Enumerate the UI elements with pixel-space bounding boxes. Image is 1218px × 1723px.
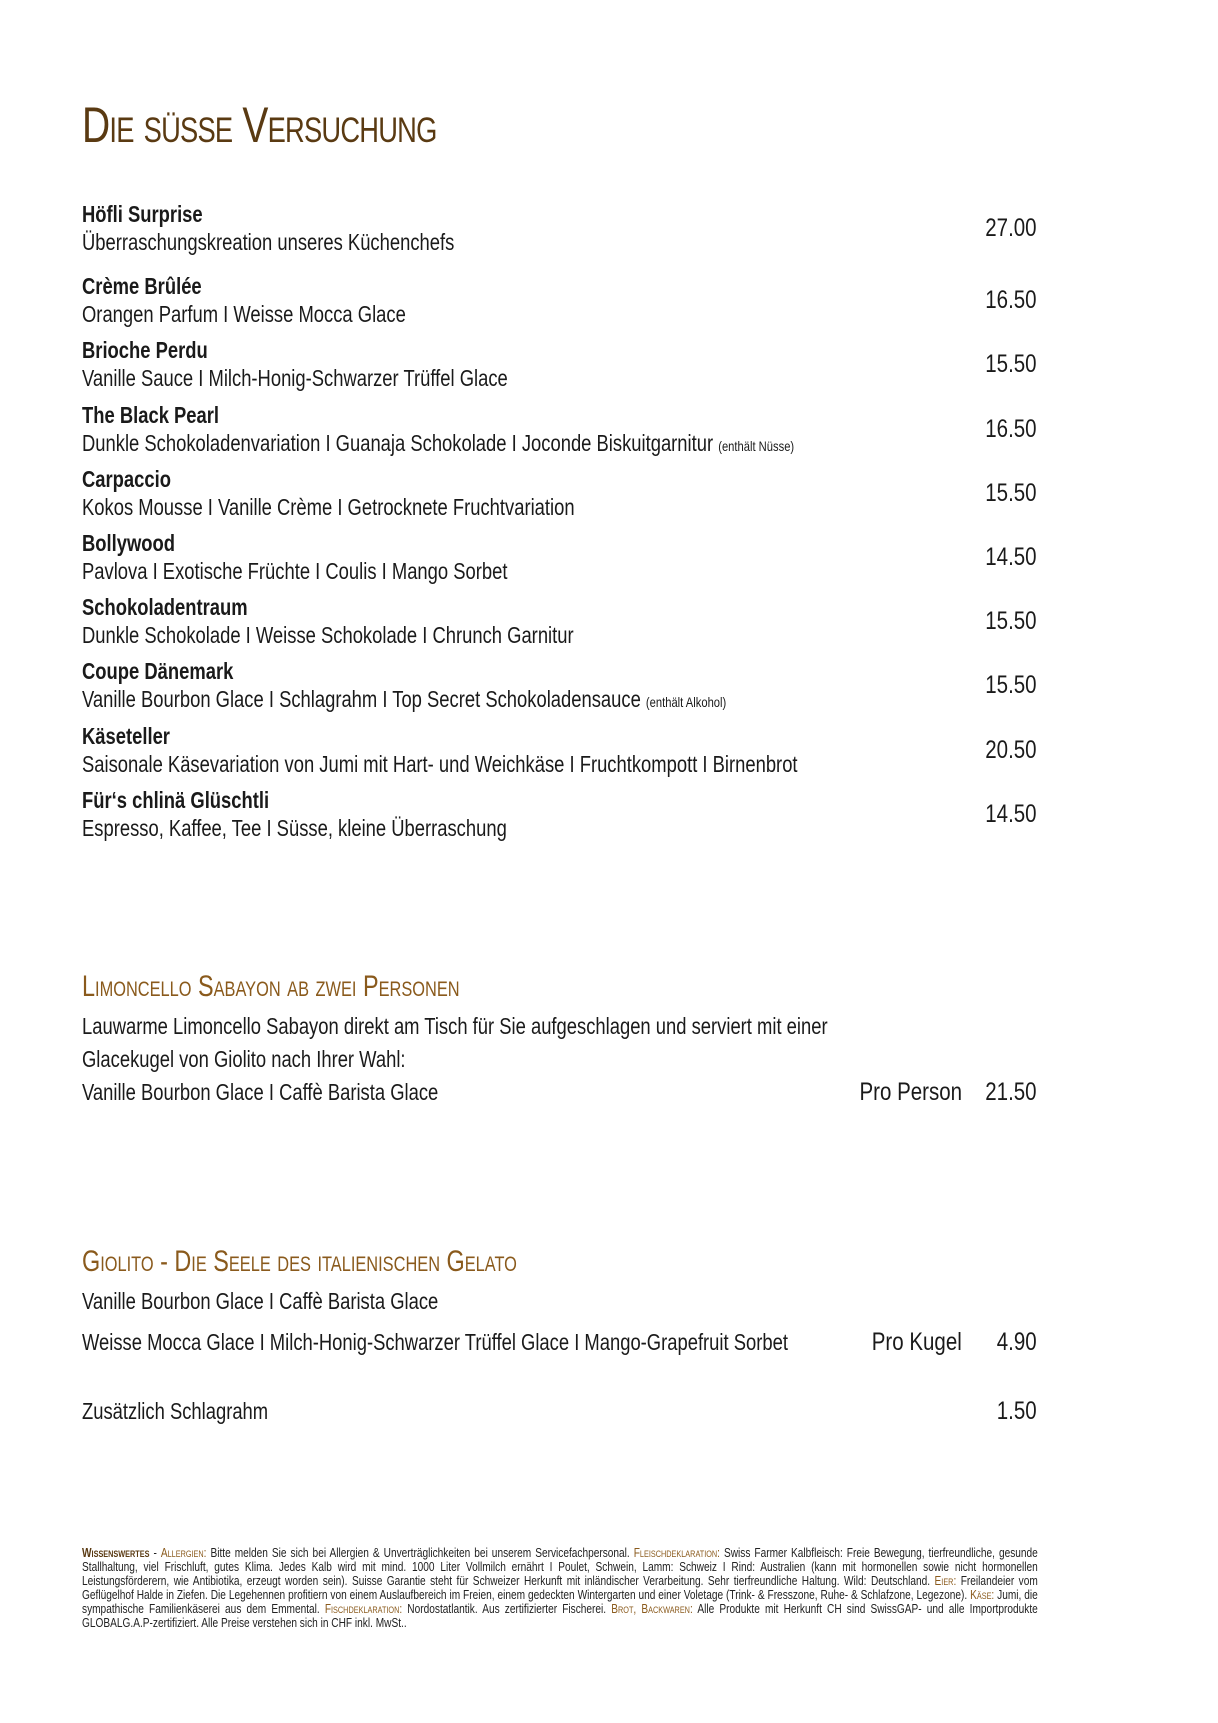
menu-item: [82, 657, 1037, 716]
menu-item-price: 20.50: [985, 735, 1037, 764]
menu-item-name: Carpaccio: [82, 465, 171, 492]
limoncello-unit: Pro Person: [859, 1078, 962, 1106]
menu-item-description-text: Orangen Parfum I Weisse Mocca Glace: [82, 301, 406, 328]
menu-item: [82, 465, 1037, 521]
menu-item-note: (enthält Nüsse): [718, 437, 795, 454]
extra-cream-label: Zusätzlich Schlagrahm: [82, 1398, 269, 1424]
menu-item-description: [82, 493, 846, 521]
footnote: Wissenswertes - Allergien: Bitte melden Sie sich bei Allergien & Unverträglichkeiten bei unserem Servicefachpersonal. Fleischdeklaration: Swiss Farmer Kalbfleisch: Freie Bewegung, tierfreundliche, gesunde Stallhaltung, viel Frischluft, gutes Klima. Jedes Kalb wird mit mind. 1000 Liter Vollmilch ernährt I Poulet, Schwein, Lamm: Schweiz I Rind: Australien (kann mit hormonellen sowie nicht hormonellen Leistungsförderern, wie Antibiotika, erzeugt worden sein). Suisse Garantie steht für Schweizer Herkunft mit inländischer Verarbeitung. Sehr tierfreundliche Haltung. Wild: Deutschland. Eier: Freilandeier vom Geflügelhof Halde in Ziefen. Die Legehennen profitiern von einem Auslaufbereich im Freien, einem gedeckten Wintergarten und einer Voletage (Trink- & Fresszone, Ruhe- & Schlafzone, Legezone). Käse: Jumi, die sympathische Familienkäserei aus dem Emmental. Fischdeklaration: Nordostatlantik. Aus zertifizierter Fischerei. Brot, Backwaren: Alle Produkte mit Herkunft CH sind SwissGAP- und alle Importprodukte GLOBALG.A.P-zertifiziert. Alle Preise verstehen sich in CHF inkl. MwSt..: [82, 1546, 1038, 1630]
menu-item-price: 15.50: [985, 607, 1037, 636]
menu-item-description: [82, 557, 846, 585]
menu-item: [82, 529, 1037, 585]
menu-item-description: [82, 364, 846, 392]
menu-item-name: Schokoladentraum: [82, 594, 248, 621]
giolito-flavours-2: Weisse Mocca Glace I Milch-Honig-Schwarzer Trüffel Glace I Mango-Grapefruit Sorbet: [82, 1329, 788, 1355]
menu-item-name: The Black Pearl: [82, 401, 220, 428]
footnote-fisch-label: Fischdeklaration:: [324, 1602, 403, 1616]
menu-item-description-text: Kokos Mousse I Vanille Crème I Getrocknete Fruchtvariation: [82, 493, 575, 520]
giolito-title: Giolito - Die Seele des italienischen Gelato: [82, 1245, 517, 1278]
menu-item: [82, 336, 1037, 392]
footnote-kaese-text: Jumi, die sympathische Familienkäserei aus dem Emmental.: [82, 1588, 1038, 1616]
menu-item: [82, 722, 1037, 778]
menu-item-price: 16.50: [985, 286, 1037, 315]
menu-item-price: 16.50: [985, 414, 1037, 443]
menu-item-price: 14.50: [985, 799, 1037, 828]
footnote-wissenswertes: Wissenswertes: [82, 1546, 150, 1560]
menu-item-name: Käseteller: [82, 722, 170, 749]
giolito-unit: Pro Kugel: [871, 1328, 962, 1356]
footnote-allergien-text: Bitte melden Sie sich bei Allergien & Unverträglichkeiten bei unserem Servicefachpersonal.: [210, 1546, 630, 1560]
footnote-brot-label: Brot, Backwaren:: [611, 1602, 693, 1616]
limoncello-description-2: Glacekugel von Giolito nach Ihrer Wahl:: [82, 1046, 406, 1072]
menu-item-description: [82, 685, 846, 716]
footnote-eier-text: Freilandeier vom Geflügelhof Halde in Ziefen. Die Legehennen profitiern von einem Auslaufbereich im Freien, einem gedeckten Wintergarten und einer Voletage (Trink- & Fresszone, Ruhe- & Schlafzone, Legezone).: [82, 1574, 1038, 1602]
menu-item-price: 14.50: [985, 543, 1037, 571]
limoncello-price: 21.50: [985, 1078, 1037, 1106]
menu-item-name: Coupe Dänemark: [82, 658, 234, 685]
menu-item-price: 15.50: [985, 478, 1037, 507]
menu-item: [82, 786, 1037, 842]
page-title: Die süsse Versuchung: [82, 97, 437, 153]
menu-item-description: [82, 750, 846, 778]
menu-item-price: 15.50: [985, 350, 1037, 379]
menu-item-description-text: Dunkle Schokoladenvariation I Guanaja Schokolade I Joconde Biskuitgarnitur: [82, 429, 714, 456]
giolito-flavours-1: Vanille Bourbon Glace I Caffè Barista Glace: [82, 1288, 439, 1314]
footnote-allergien-label: Allergien:: [160, 1546, 207, 1560]
extra-cream-price: 1.50: [997, 1397, 1037, 1425]
menu-item-description: [82, 300, 846, 328]
menu-item-name: Crème Brûlée: [82, 273, 202, 300]
menu-item-description-text: Vanille Sauce I Milch-Honig-Schwarzer Trüffel Glace: [82, 365, 508, 392]
menu-item-price: 27.00: [985, 214, 1037, 242]
menu-item-description-text: Pavlova I Exotische Früchte I Coulis I Mango Sorbet: [82, 558, 508, 584]
menu-item-name: Für‘s chlinä Glüschtli: [82, 786, 270, 813]
menu-item-price: 15.50: [985, 671, 1037, 700]
footnote-brot-text: Alle Produkte mit Herkunft CH sind SwissGAP- und alle Importprodukte GLOBALG.A.P-zertifiziert. Alle Preise verstehen sich in CHF inkl. MwSt..: [82, 1602, 1038, 1630]
footnote-kaese-label: Käse:: [970, 1588, 995, 1602]
menu-item-description-text: Überraschungskreation unseres Küchenchefs: [82, 229, 455, 255]
menu-item-note: (enthält Alkohol): [645, 694, 727, 711]
menu-item-description-text: Espresso, Kaffee, Tee I Süsse, kleine Überraschung: [82, 814, 507, 841]
limoncello-flavours: Vanille Bourbon Glace I Caffè Barista Glace: [82, 1079, 439, 1105]
limoncello-title: Limoncello Sabayon ab zwei Personen: [82, 970, 460, 1003]
menu-item: [82, 593, 1037, 649]
menu-item-description-text: Vanille Bourbon Glace I Schlagrahm I Top Secret Schokoladensauce: [82, 686, 641, 713]
menu-item-description: [82, 228, 846, 256]
menu-item-name: Bollywood: [82, 530, 176, 556]
menu-item-description: [82, 429, 846, 460]
menu-item-description-text: Dunkle Schokolade I Weisse Schokolade I Chrunch Garnitur: [82, 622, 574, 649]
menu-item-name: Brioche Perdu: [82, 337, 208, 364]
footnote-fisch-text: Nordostatlantik. Aus zertifizierter Fischerei.: [407, 1602, 607, 1616]
menu-item-description: [82, 814, 846, 842]
menu-item: [82, 272, 1037, 328]
limoncello-description-1: Lauwarme Limoncello Sabayon direkt am Tisch für Sie aufgeschlagen und serviert mit einer: [82, 1013, 828, 1039]
giolito-price: 4.90: [997, 1328, 1037, 1356]
footnote-fleisch-label: Fleischdeklaration:: [633, 1546, 720, 1560]
menu-item-description-text: Saisonale Käsevariation von Jumi mit Hart- und Weichkäse I Fruchtkompott I Birnenbrot: [82, 750, 798, 777]
footnote-fleisch-text: Swiss Farmer Kalbfleisch: Freie Bewegung, tierfreundliche, gesunde Stallhaltung, viel Frischluft, gutes Klima. Jedes Kalb wird mit mind. 1000 Liter Vollmilch ernährt I Poulet, Schwein, Lamm: Schweiz I Rind: Australien (kann mit hormonellen sowie nicht hormonellen Leistungsförderern, wie Antibiotika, erzeugt worden sein). Suisse Garantie steht für Schweizer Herkunft mit inländischer Verarbeitung. Sehr tierfreundliche Haltung. Wild: Deutschland.: [82, 1546, 1038, 1588]
menu-item-name: Höfli Surprise: [82, 201, 203, 227]
footnote-eier-label: Eier:: [934, 1574, 957, 1588]
menu-item: [82, 200, 1037, 256]
menu-item: [82, 401, 1037, 460]
menu-item-description: [82, 621, 846, 649]
